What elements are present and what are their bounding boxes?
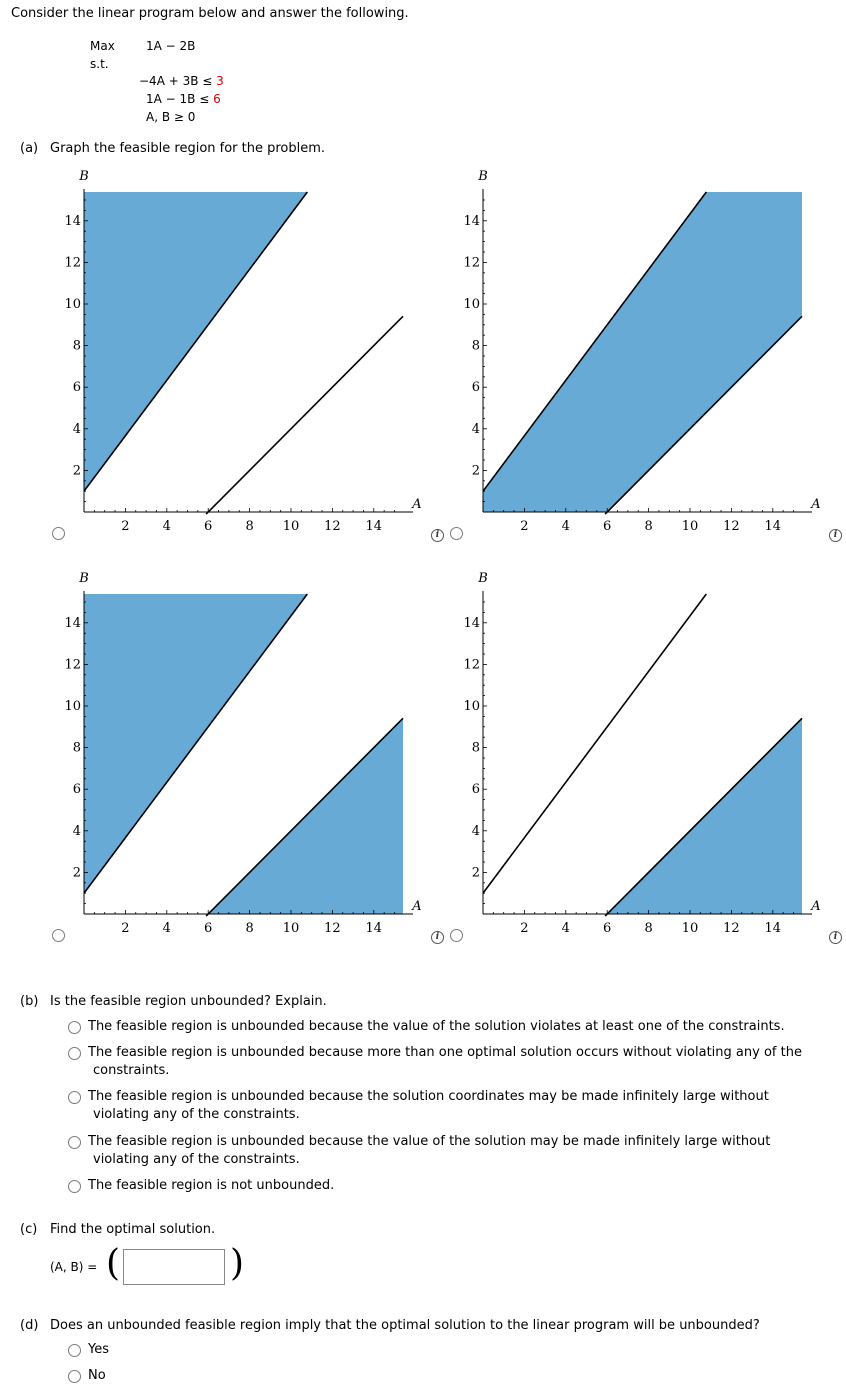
y-tick-label: 12 [463, 255, 480, 271]
right-paren: ) [230, 1243, 245, 1284]
part-b-option-4-radio[interactable] [68, 1136, 81, 1149]
info-icon[interactable]: i [431, 931, 444, 944]
y-tick-label: 12 [64, 255, 81, 271]
part-b-prompt: Is the feasible region unbounded? Explain. [50, 994, 327, 1009]
y-tick-label: 2 [72, 865, 81, 881]
y-tick-label: 12 [64, 657, 81, 673]
y-tick-label: 4 [471, 421, 480, 437]
part-d-label: (d) [20, 1318, 39, 1333]
objective: 1A − 2B [146, 39, 196, 53]
x-tick-label: 2 [121, 921, 130, 936]
y-tick-label: 14 [463, 213, 480, 229]
part-b-option-5-label: The feasible region is not unbounded. [88, 1178, 335, 1193]
x-tick-label: 12 [723, 519, 740, 534]
y-tick-label: 8 [471, 740, 480, 756]
max-label: Max [90, 39, 115, 53]
y-tick-label: 6 [72, 380, 81, 396]
y-tick-label: 10 [463, 699, 480, 714]
constraint-nonneg: A, B ≥ 0 [146, 110, 196, 124]
y-tick-label: 4 [72, 823, 81, 839]
y-tick-label: 14 [64, 213, 81, 229]
graph-option-1-radio[interactable] [52, 527, 65, 540]
y-tick-label: 8 [72, 740, 81, 756]
x-tick-label: 10 [681, 519, 699, 534]
part-b-option-4-label: The feasible region is unbounded because the value of the solution may be made infinitely large without violating any of the constraints. [88, 1134, 771, 1167]
x-tick-label: 4 [162, 519, 171, 534]
y-tick-label: 4 [72, 421, 81, 437]
x-axis-label: A [412, 497, 422, 512]
x-tick-label: 4 [561, 519, 570, 534]
x-tick-label: 14 [764, 921, 782, 936]
y-tick-label: 8 [72, 338, 81, 354]
x-tick-label: 4 [162, 921, 171, 936]
constraint-1-rhs: 3 [216, 74, 224, 88]
part-a-prompt: Graph the feasible region for the problem. [50, 141, 326, 156]
part-c-label: (c) [20, 1222, 38, 1237]
x-tick-label: 4 [561, 921, 570, 936]
x-tick-label: 10 [282, 921, 300, 936]
x-tick-label: 14 [764, 519, 782, 534]
x-tick-label: 8 [245, 921, 254, 936]
y-axis-label: B [79, 169, 89, 184]
part-b-option-3-label: The feasible region is unbounded because the solution coordinates may be made infinitely large without violating any of the constraints. [88, 1089, 769, 1122]
part-b-option-2-label: The feasible region is unbounded because more than one optimal solution occurs without violating any of the constraints. [88, 1045, 802, 1078]
y-tick-label: 12 [463, 657, 480, 673]
constraint-2-rhs: 6 [213, 92, 221, 106]
y-tick-label: 14 [463, 615, 480, 631]
x-axis-label: A [412, 899, 422, 914]
y-tick-label: 10 [64, 699, 81, 714]
info-icon[interactable]: i [829, 931, 842, 944]
constraint-1: −4A + 3B ≤ 3 [139, 74, 224, 88]
x-tick-label: 12 [324, 921, 341, 936]
constraint-2: 1A − 1B ≤ 6 [146, 92, 221, 106]
y-tick-label: 2 [471, 865, 480, 881]
y-tick-label: 2 [72, 463, 81, 479]
answer-label: (A, B) = [50, 1260, 98, 1274]
x-tick-label: 14 [365, 519, 383, 534]
y-tick-label: 10 [463, 297, 480, 312]
y-tick-label: 6 [471, 782, 480, 798]
graph-option-4-radio[interactable] [450, 929, 463, 942]
part-a-label: (a) [20, 141, 39, 156]
x-tick-label: 6 [204, 921, 213, 936]
y-tick-label: 8 [471, 338, 480, 354]
part-b-option-1-label: The feasible region is unbounded because the value of the solution violates at least one of the constraints. [88, 1019, 785, 1034]
y-tick-label: 14 [64, 615, 81, 631]
info-icon[interactable]: i [829, 529, 842, 542]
x-tick-label: 10 [681, 921, 699, 936]
x-tick-label: 6 [204, 519, 213, 534]
part-d-yes-label: Yes [88, 1342, 109, 1357]
st-label: s.t. [90, 57, 109, 71]
x-tick-label: 8 [644, 519, 653, 534]
part-d-no-label: No [88, 1368, 106, 1383]
info-icon[interactable]: i [431, 529, 444, 542]
y-axis-label: B [478, 169, 488, 184]
x-tick-label: 2 [121, 519, 130, 534]
y-axis-label: B [478, 571, 488, 586]
x-axis-label: A [811, 899, 821, 914]
part-d-prompt: Does an unbounded feasible region imply that the optimal solution to the linear program will be unbounded? [50, 1318, 760, 1333]
part-d-yes-radio[interactable] [68, 1344, 81, 1357]
part-b-option-2-radio[interactable] [68, 1047, 81, 1060]
x-tick-label: 8 [245, 519, 254, 534]
left-paren: ( [106, 1243, 121, 1284]
part-d-no-radio[interactable] [68, 1370, 81, 1383]
x-tick-label: 12 [324, 519, 341, 534]
part-b-option-3-radio[interactable] [68, 1091, 81, 1104]
y-tick-label: 6 [72, 782, 81, 798]
x-tick-label: 10 [282, 519, 300, 534]
intro-text: Consider the linear program below and answer the following. [11, 6, 409, 21]
x-tick-label: 6 [603, 519, 612, 534]
part-b-option-5-radio[interactable] [68, 1180, 81, 1193]
y-tick-label: 4 [471, 823, 480, 839]
part-b-label: (b) [20, 994, 39, 1009]
optimal-solution-input[interactable] [123, 1249, 225, 1285]
feasible-region-2 [483, 192, 802, 512]
y-axis-label: B [79, 571, 89, 586]
x-tick-label: 6 [603, 921, 612, 936]
constraint-line-2 [206, 316, 403, 514]
graph-option-2-radio[interactable] [450, 527, 463, 540]
x-tick-label: 14 [365, 921, 383, 936]
x-tick-label: 2 [520, 921, 529, 936]
y-tick-label: 2 [471, 463, 480, 479]
part-c-prompt: Find the optimal solution. [50, 1222, 216, 1237]
y-tick-label: 10 [64, 297, 81, 312]
x-axis-label: A [811, 497, 821, 512]
y-tick-label: 6 [471, 380, 480, 396]
graph-option-3-radio[interactable] [52, 929, 65, 942]
x-tick-label: 8 [644, 921, 653, 936]
x-tick-label: 12 [723, 921, 740, 936]
x-tick-label: 2 [520, 519, 529, 534]
part-b-option-1-radio[interactable] [68, 1021, 81, 1034]
